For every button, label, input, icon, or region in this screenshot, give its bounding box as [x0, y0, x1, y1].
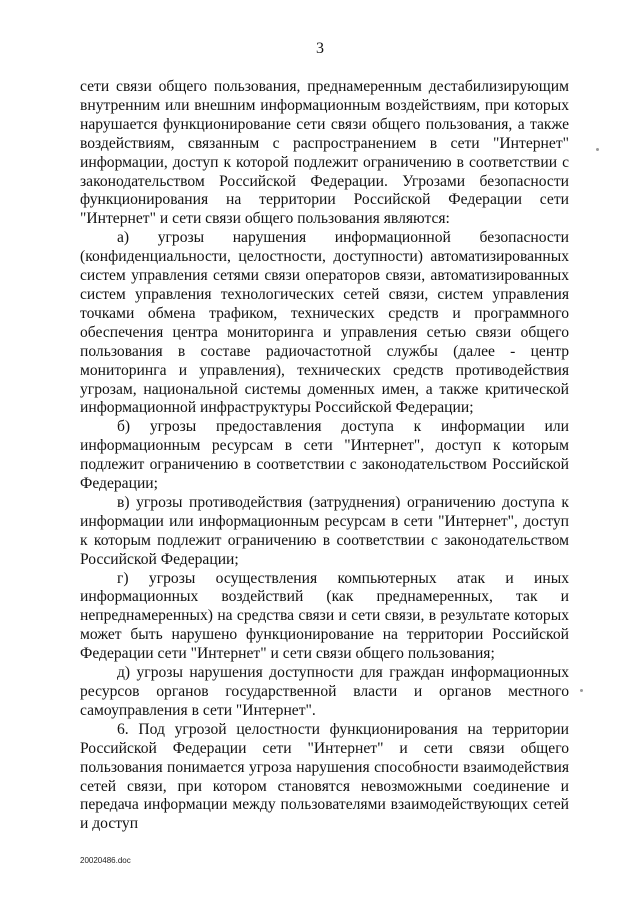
paragraph-section-6: 6. Под угрозой целостности функционирования на территории Российской Федерации сети "Интернет" и сети связи общего пользования понимается угроза нарушения способности взаимодействия сетей связи, при котором становятся невозможными соединение и передача информации между пользователями взаимодействующих сетей и доступ — [80, 720, 569, 833]
paragraph-item-v: в) угрозы противодействия (затруднения) ограничению доступа к информации или информационным ресурсам в сети "Интернет", доступ к которым подлежит ограничению в соответствии с законодательством Российской Федерации; — [80, 493, 569, 568]
paragraph-continuation: сети связи общего пользования, преднамеренным дестабилизирующим внутренним или внешним информационным воздействиям, при которых нарушается функционирование сети связи общего пользования, а также воздействиям, связанным с распространением в сети "Интернет" информации, доступ к которой подлежит ограничению в соответствии с законодательством Российской Федерации. Угрозами безопасности функционирования на территории Российской Федерации сети "Интернет" и сети связи общего пользования являются: — [80, 78, 569, 228]
paragraph-item-d: д) угрозы нарушения доступности для граждан информационных ресурсов органов государственной власти и органов местного самоуправления в сети "Интернет". — [80, 664, 569, 719]
scan-artifact-dot — [596, 148, 599, 151]
paragraph-item-b: б) угрозы предоставления доступа к информации или информационным ресурсам в сети "Интернет", доступ к которым подлежит ограничению в соответствии с законодательством Российской Федерации; — [80, 418, 569, 493]
paragraph-item-g: г) угрозы осуществления компьютерных атак и иных информационных воздействий (как преднамеренных, так и непреднамеренных) на средства связи и сети связи, в результате которых может быть нарушено функционирование на территории Российской Федерации сети "Интернет" и сети связи общего пользования; — [80, 569, 569, 663]
scan-artifact-dot — [580, 689, 583, 692]
document-body — [80, 78, 569, 834]
paragraph-item-a: а) угрозы нарушения информационной безопасности (конфиденциальности, целостности, доступности) автоматизированных систем управления сетями связи операторов связи, автоматизированных систем управления технологических сетей связи, систем управления точками обмена трафиком, технических средств и программного обеспечения центра мониторинга и управления сетью связи общего пользования в составе радиочастотной службы (далее - центр мониторинга и управления), технических средств противодействия угрозам, национальной системы доменных имен, а также критической информационной инфраструктуры Российской Федерации; — [80, 229, 569, 417]
document-filename: 20020486.doc — [80, 856, 131, 865]
page-number: 3 — [316, 40, 324, 57]
